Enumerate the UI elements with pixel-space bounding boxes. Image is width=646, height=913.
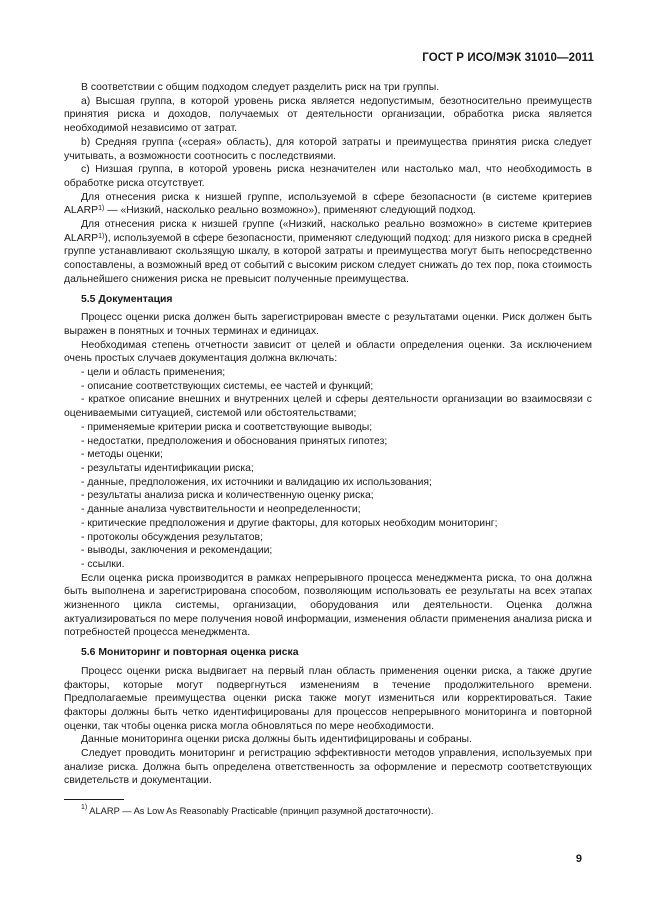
list-item: - ссылки.	[81, 558, 125, 570]
list-item: - результаты анализа риска и количественную оценку риска;	[81, 490, 374, 502]
footnote	[81, 806, 433, 816]
alarp-paragraph-1	[64, 191, 592, 218]
document-header: ГОСТ Р ИСО/МЭК 31010—2011	[422, 52, 594, 64]
paragraph: Необходимая степень отчетности зависит от целей и области определения оценки. За исключением очень простых случаев документация должна включать:	[64, 339, 592, 365]
footnote-ref[interactable]: 1)	[98, 205, 105, 213]
list-item: - протоколы обсуждения результатов;	[81, 531, 263, 543]
paragraph: Если оценка риска производится в рамках непрерывного процесса менеджмента риска, то она должна быть выполнена и зарегистрирована способом, позволяющим использовать ее результаты на всех этапах жизненного цикла системы, организации, оборудования или деятельности. Оценка должна актуализироваться по мере получения новой информации, изменения области применения анализа риска и потребностей процесса менеджмента.	[64, 572, 592, 639]
list-item: - цели и область применения;	[81, 367, 226, 379]
footnote-marker: 1)	[81, 804, 88, 811]
paragraph: b) Средняя группа («серая» область), для которой затраты и преимущества принятия риска следует учитывать, а возможности соотносить с последствиями.	[64, 136, 592, 162]
paragraph: c) Низшая группа, в которой уровень риска незначителен или настолько мал, что необходимость в обработке риска отсутствует.	[64, 164, 592, 189]
text-span: — «Низкий, насколько реально возможно»), применяют следующий подход.	[104, 205, 476, 217]
footnote-divider	[64, 799, 124, 800]
list-item: - данные, предположения, их источники и валидацию их использования;	[81, 476, 432, 488]
text-span: Для отнесения риска к низшей группе («Низкий, насколько реально возможно» в системе критериев ALARP	[64, 219, 592, 244]
paragraph: Следует проводить мониторинг и регистрацию эффективности методов управления, используемых при анализе риска. Должна быть определена ответственность за оформление и пересмотр соответствующих свидетельств и документации.	[64, 748, 592, 787]
section-heading-5-6: 5.6 Мониторинг и повторная оценка риска	[81, 647, 299, 659]
list-item: - методы оценки;	[81, 449, 163, 461]
list-item: - краткое описание внешних и внутренних целей и сферы деятельности организации во взаимосвязи с оцениваемыми ситуацией, системой или обстоятельствами;	[64, 394, 592, 420]
list-item: - недостатки, предположения и обоснования принятых гипотез;	[81, 435, 388, 447]
footnote-text: ALARP — As Low As Reasonably Practicable (принцип разумной достаточности).	[87, 806, 434, 816]
page-number: 9	[575, 853, 582, 865]
page-body	[64, 81, 592, 788]
section-heading-5-5: 5.5 Документация	[81, 293, 173, 305]
paragraph: Процесс оценки риска выдвигает на первый план область применения оценки риска, а также другие факторы, которые могут подвергнуться изменениям в течение продолжительного времени. Предполагаемые преимущества оценки риска также могут измениться или корректироваться. Такие факторы должны быть четко идентифицированы для процессов непрерывного мониторинга и повторной оценки, так чтобы оценка риска могла обновляться по мере необходимости.	[64, 665, 592, 732]
list-item: - результаты идентификации риска;	[81, 462, 254, 474]
documentation-list	[64, 366, 592, 572]
paragraph: В соответствии с общим подходом следует разделить риск на три группы.	[81, 82, 440, 93]
text-span: Для отнесения риска к низшей группе, используемой в сфере безопасности (в системе критериев ALARP	[64, 191, 592, 217]
list-item: - критические предположения и другие факторы, для которых необходим мониторинг;	[81, 517, 498, 529]
list-item: - описание соответствующих системы, ее частей и функций;	[81, 380, 374, 392]
paragraph: Процесс оценки риска должен быть зарегистрирован вместе с результатами оценки. Риск должен быть выражен в понятных и точных терминах и единицах.	[64, 312, 592, 337]
paragraph: a) Высшая группа, в которой уровень риска является недопустимым, безотносительно преимуществ принятия риска и доходов, получаемых от деятельности организации, обработка риска является необходимой независимо от затрат.	[64, 95, 592, 135]
paragraph: Данные мониторинга оценки риска должны быть идентифицированы и собраны.	[81, 734, 472, 746]
list-item: - выводы, заключения и рекомендации;	[81, 545, 273, 557]
alarp-paragraph-2	[64, 218, 592, 287]
text-span: ), используемой в сфере безопасности, применяют следующий подход: для низкого риска в средней группе устанавливают скользящую шкалу, в которой затраты и преимущества могут быть непосредственно сопоставлены, а возможный вред от событий с высоким риском следует снижать до тех пор, пока стоимость дальнейшего снижения риска не превысит полученные преимущества.	[64, 232, 592, 285]
list-item: - применяемые критерии риска и соответствующие выводы;	[81, 421, 373, 433]
list-item: - данные анализа чувствительности и неопределенности;	[81, 504, 361, 516]
footnote-ref[interactable]: 1)	[98, 232, 105, 240]
